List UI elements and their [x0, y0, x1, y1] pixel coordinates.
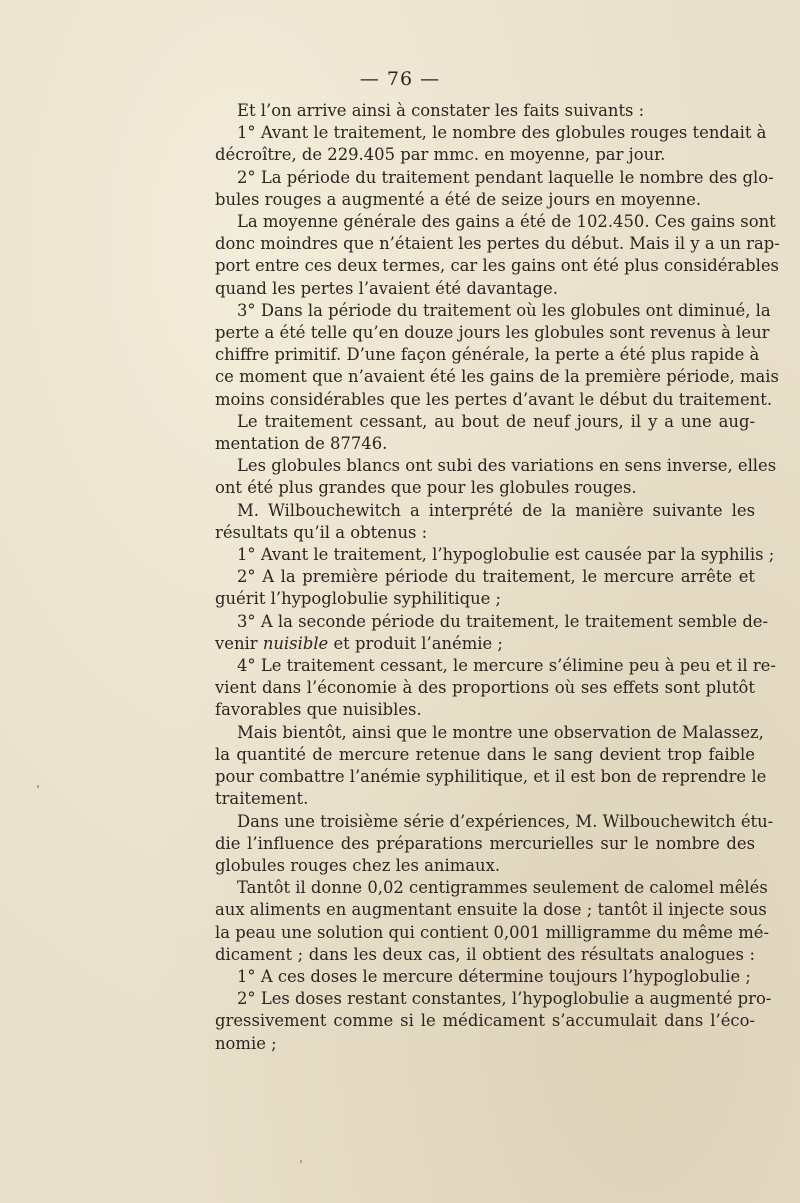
- text-line: 2° La période du traitement pendant laquelle le nombre des glo-: [237, 167, 774, 187]
- paper-speck: [37, 785, 39, 788]
- text-line: 3° A la seconde période du traitement, le traitement semble de-: [237, 611, 769, 631]
- text-line: 4° Le traitement cessant, le mercure s’élimine peu à peu et il re-: [237, 656, 776, 676]
- text-line: Et l’on arrive ainsi à constater les faits suivants :: [237, 101, 645, 120]
- text-line: pour combattre l’anémie syphilitique, et il est bon de reprendre le: [215, 767, 767, 787]
- text-line: dicament ; dans les deux cas, il obtient des résultats analogues :: [215, 944, 755, 964]
- text-line: M. Wilbouchewitch a interprété de la manière suivante les: [237, 500, 755, 520]
- text-line: 1° Avant le traitement, l’hypoglobulie est causée par la syphilis ;: [237, 545, 775, 565]
- text-line: nomie ;: [215, 1033, 277, 1053]
- text-line: globules rouges chez les animaux.: [215, 855, 501, 875]
- text-line: décroître, de 229.405 par mmc. en moyenne, par jour.: [215, 145, 666, 165]
- text-line: 1° Avant le traitement, le nombre des globules rouges tendait à: [237, 123, 767, 143]
- paper-speck: [300, 1160, 302, 1163]
- text-line: favorables que nuisibles.: [215, 700, 422, 720]
- text-line: Tantôt il donne 0,02 centigrammes seulement de calomel mêlés: [237, 878, 768, 898]
- text-line: quand les pertes l’avaient été davantage.: [215, 278, 558, 298]
- text-line: die l’influence des préparations mercurielles sur le nombre des: [215, 833, 755, 853]
- text-line: 1° A ces doses le mercure détermine toujours l’hypoglobulie ;: [237, 966, 751, 986]
- text-line: la peau une solution qui contient 0,001 milligramme du même mé-: [215, 922, 769, 942]
- text-line: moins considérables que les pertes d’avant le début du traitement.: [215, 389, 773, 409]
- text-line: 2° A la première période du traitement, le mercure arrête et: [237, 567, 755, 587]
- text-line: guérit l’hypoglobulie syphilitique ;: [215, 589, 502, 609]
- text-line: 3° Dans la période du traitement où les globules ont diminué, la: [237, 300, 771, 320]
- text-line: donc moindres que n’étaient les pertes du début. Mais il y a un rap-: [215, 234, 780, 254]
- text-line: Le traitement cessant, au bout de neuf jours, il y a une aug-: [237, 411, 755, 431]
- page-number: — 76 —: [359, 68, 441, 90]
- text-line: traitement.: [215, 789, 309, 809]
- text-line: port entre ces deux termes, car les gains ont été plus considérables: [215, 256, 779, 276]
- text-line: Les globules blancs ont subi des variations en sens inverse, elles: [237, 456, 777, 476]
- text-line: bules rouges a augmenté a été de seize jours en moyenne.: [215, 189, 702, 209]
- text-line: La moyenne générale des gains a été de 102.450. Ces gains sont: [237, 212, 776, 232]
- text-line: mentation de 87746.: [215, 434, 388, 454]
- text-line: Dans une troisième série d’expériences, M. Wilbouchewitch étu-: [237, 811, 774, 831]
- text-line: ce moment que n’avaient été les gains de la première période, mais: [215, 367, 779, 387]
- text-line: venir nuisible et produit l’anémie ;: [215, 633, 503, 653]
- text-line: 2° Les doses restant constantes, l’hypoglobulie a augmenté pro-: [237, 989, 772, 1009]
- text-line: résultats qu’il a obtenus :: [215, 522, 428, 542]
- text-line: ont été plus grandes que pour les globules rouges.: [215, 478, 637, 498]
- text-line: la quantité de mercure retenue dans le sang devient trop faible: [215, 744, 755, 764]
- text-line: vient dans l’économie à des proportions où ses effets sont plutôt: [215, 678, 755, 698]
- text-line: chiffre primitif. D’une façon générale, la perte a été plus rapide à: [215, 345, 760, 365]
- text-line: aux aliments en augmentant ensuite la dose ; tantôt il injecte sous: [215, 900, 767, 920]
- text-line: Mais bientôt, ainsi que le montre une observation de Malassez,: [237, 722, 764, 742]
- text-line: perte a été telle qu’en douze jours les globules sont revenus à leur: [215, 323, 770, 343]
- text-line: gressivement comme si le médicament s’accumulait dans l’éco-: [215, 1011, 755, 1031]
- body-text: [215, 100, 780, 1055]
